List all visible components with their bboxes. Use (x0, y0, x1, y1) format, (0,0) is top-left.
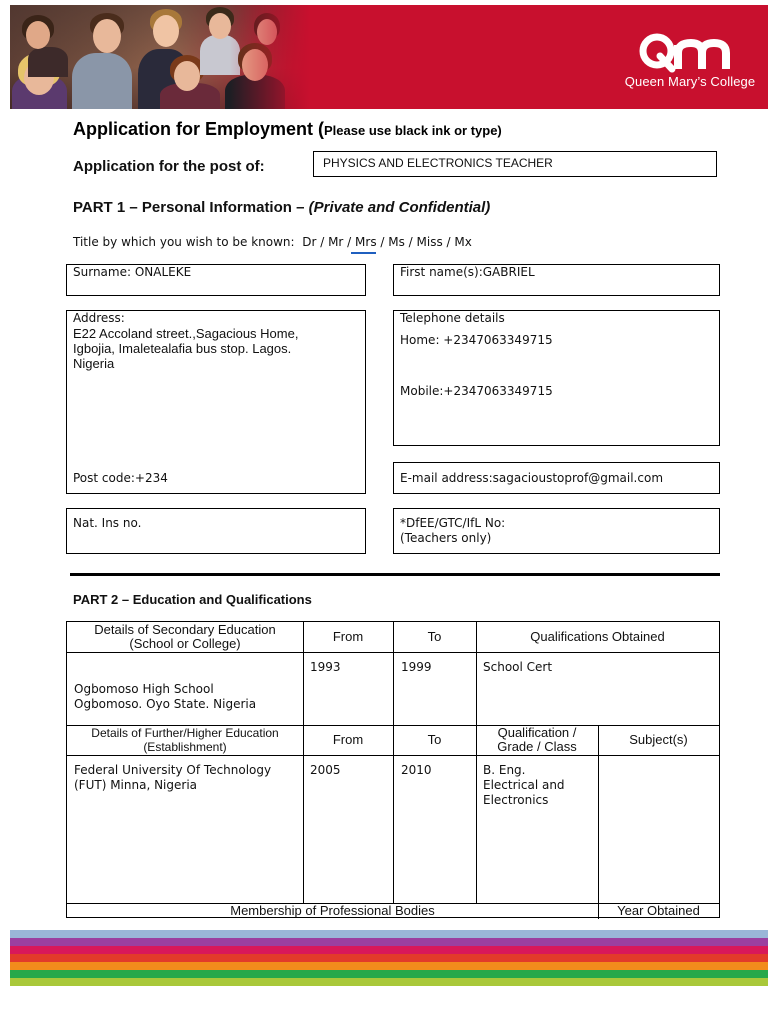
title-option-mrs[interactable]: Mrs (355, 235, 377, 249)
form-title: Application for Employment (Please use black ink or type) (73, 119, 502, 139)
secondary-header-qualifications: Qualifications Obtained (530, 629, 665, 644)
section-divider (70, 573, 720, 576)
footer-stripe (10, 970, 768, 978)
title-option-miss[interactable]: Miss (416, 235, 443, 249)
secondary-header-from: From (332, 629, 364, 644)
selected-title-marker (351, 252, 376, 254)
nat-ins-field[interactable] (66, 508, 366, 554)
title-option-mx[interactable]: Mx (454, 235, 472, 249)
surname-value: Surname: ONALEKE (73, 265, 192, 279)
title-prompt: Title by which you wish to be known: (73, 235, 295, 249)
title-selector: Title by which you wish to be known: Dr / Mr / Mrs / Ms / Miss / Mx (73, 235, 472, 249)
further-qual-line-2: Electrical and (483, 778, 565, 792)
footer-stripe (10, 954, 768, 962)
college-name: Queen Mary’s College (624, 74, 756, 89)
education-table (66, 621, 720, 918)
nat-ins-label: Nat. Ins no. (73, 516, 142, 530)
form-title-note: Please use black ink or type) (324, 123, 502, 138)
secondary-school-line-1: Ogbomoso High School (74, 682, 214, 696)
title-option-mr[interactable]: Mr (328, 235, 344, 249)
further-school-line-1: Federal University Of Technology (74, 763, 272, 777)
secondary-to: 1999 (401, 660, 432, 674)
address-line-3: Nigeria (73, 356, 115, 371)
header-banner (10, 5, 768, 109)
home-phone: Home: +2347063349715 (400, 333, 553, 347)
dfee-label: *DfEE/GTC/IfL No: (400, 516, 506, 530)
address-line-2: Igbojia, Imaletealafia bus stop. Lagos. (73, 341, 292, 356)
email-value: E-mail address:sagacioustoprof@gmail.com (400, 471, 664, 485)
post-label: Application for the post of: (73, 158, 265, 175)
secondary-school-line-2: Ogbomoso. Oyo State. Nigeria (74, 697, 257, 711)
footer-stripe (10, 978, 768, 986)
further-school-line-2: (FUT) Minna, Nigeria (74, 778, 198, 792)
footer-stripe (10, 962, 768, 970)
part2-heading: PART 2 – Education and Qualifications (73, 592, 312, 607)
title-option-ms[interactable]: Ms (388, 235, 405, 249)
further-header-details: Details of Further/Higher Education (Establishment) (91, 726, 279, 754)
footer-stripe (10, 930, 768, 938)
address-label: Address: (73, 311, 125, 325)
mobile-phone: Mobile:+2347063349715 (400, 384, 553, 398)
qm-logo-icon (638, 31, 738, 73)
secondary-from: 1993 (310, 660, 341, 674)
further-header-from: From (332, 732, 364, 747)
footer-stripe (10, 938, 768, 946)
further-header-subjects: Subject(s) (629, 732, 688, 747)
secondary-header-to: To (427, 629, 442, 644)
secondary-header-details: Details of Secondary Education (School or College) (94, 622, 276, 651)
students-photo (10, 5, 310, 109)
further-qual-line-1: B. Eng. (483, 763, 526, 777)
address-line-1: E22 Accoland street.,Sagacious Home, (73, 326, 299, 341)
further-header-to: To (427, 732, 442, 747)
footer-stripe (10, 946, 768, 954)
year-obtained-header: Year Obtained (617, 903, 700, 918)
telephone-field[interactable] (393, 310, 720, 446)
further-header-qualification: Qualification / Grade / Class (497, 725, 577, 754)
post-value: PHYSICS AND ELECTRONICS TEACHER (323, 156, 553, 170)
post-code: Post code:+234 (73, 471, 168, 485)
part1-heading: PART 1 – Personal Information – (Private and Confidential) (73, 199, 491, 216)
dfee-note: (Teachers only) (400, 531, 492, 545)
membership-header: Membership of Professional Bodies (230, 903, 435, 918)
telephone-label: Telephone details (400, 311, 505, 325)
further-to: 2010 (401, 763, 432, 777)
further-qual-line-3: Electronics (483, 793, 549, 807)
first-name-value: First name(s):GABRIEL (400, 265, 535, 279)
title-option-dr[interactable]: Dr (302, 235, 317, 249)
secondary-qualification: School Cert (483, 660, 553, 674)
further-from: 2005 (310, 763, 341, 777)
